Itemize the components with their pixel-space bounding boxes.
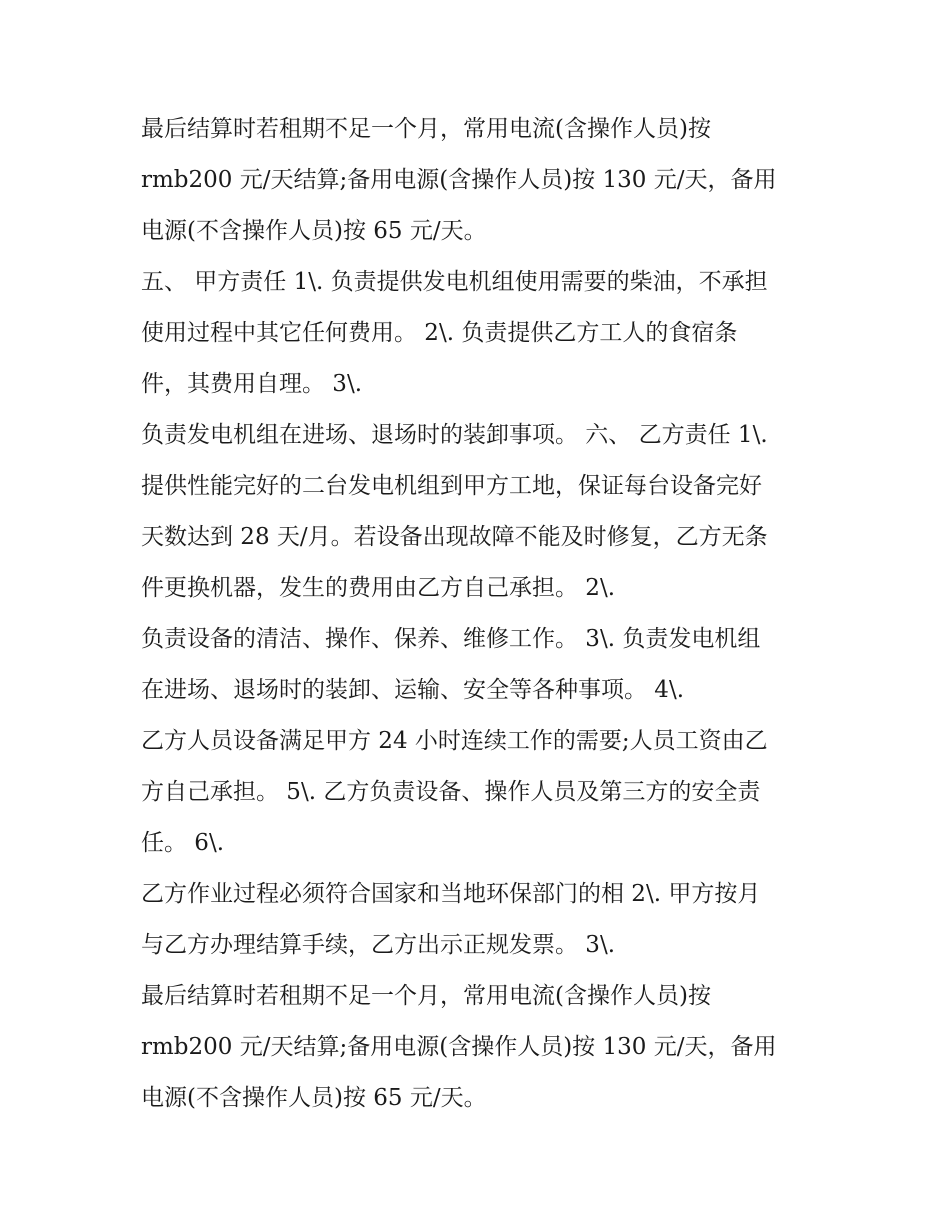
text-line: 方自己承担。 5\. 乙方负责设备、操作人员及第三方的安全责	[141, 779, 761, 805]
text-line: rmb200 元/天结算;备用电源(含操作人员)按 130 元/天，备用	[141, 167, 777, 193]
text-line: 最后结算时若租期不足一个月，常用电流(含操作人员)按	[141, 116, 711, 142]
text-line: 使用过程中其它任何费用。 2\. 负责提供乙方工人的食宿条	[141, 320, 738, 346]
text-line: 在进场、退场时的装卸、运输、安全等各种事项。 4\.	[141, 677, 685, 703]
text-line: 天数达到 28 天/月。若设备出现故障不能及时修复，乙方无条	[141, 524, 768, 550]
document-body	[141, 104, 841, 1124]
text-line: 五、 甲方责任 1\. 负责提供发电机组使用需要的柴油，不承担	[141, 269, 768, 295]
text-line: 件更换机器，发生的费用由乙方自己承担。 2\.	[141, 575, 616, 601]
text-line: 乙方作业过程必须符合国家和当地环保部门的相 2\. 甲方按月	[141, 881, 761, 907]
text-line: 与乙方办理结算手续，乙方出示正规发票。 3\.	[141, 932, 616, 958]
text-line: 电源(不含操作人员)按 65 元/天。	[141, 218, 487, 244]
text-line: 乙方人员设备满足甲方 24 小时连续工作的需要;人员工资由乙	[141, 728, 768, 754]
text-line: 提供性能完好的二台发电机组到甲方工地，保证每台设备完好	[141, 473, 762, 499]
text-line: 任。 6\.	[141, 830, 225, 856]
text-line: rmb200 元/天结算;备用电源(含操作人员)按 130 元/天，备用	[141, 1034, 777, 1060]
text-line: 负责发电机组在进场、退场时的装卸事项。 六、 乙方责任 1\.	[141, 422, 768, 448]
text-line: 最后结算时若租期不足一个月，常用电流(含操作人员)按	[141, 983, 711, 1009]
text-line: 件，其费用自理。 3\.	[141, 371, 363, 397]
text-line: 负责设备的清洁、操作、保养、维修工作。 3\. 负责发电机组	[141, 626, 761, 652]
text-line: 电源(不含操作人员)按 65 元/天。	[141, 1085, 487, 1111]
